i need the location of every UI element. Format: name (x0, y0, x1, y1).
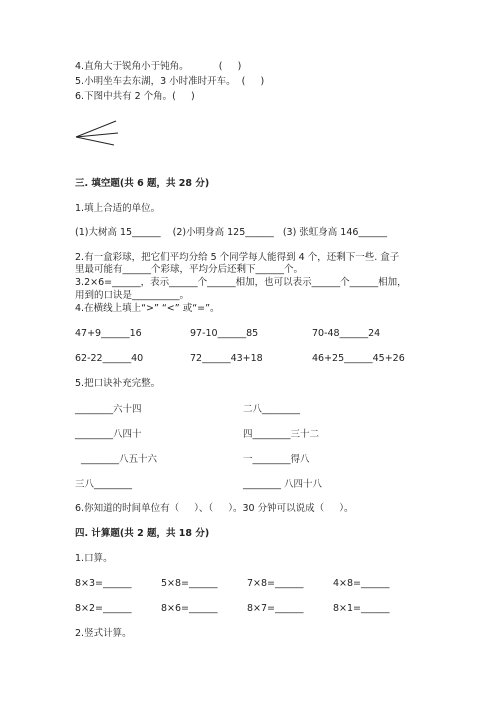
fill-question-5: 5.把口诀补充完整。 (75, 378, 161, 389)
fill-question-3-line-2: 用到的口诀是__________。 (75, 290, 190, 301)
mnemonic-item: ________六十四 (75, 404, 142, 415)
mnemonic-item: 一________得八 (243, 454, 310, 465)
calc-item: 4×8=______ (333, 578, 390, 589)
calc-item: 8×7=______ (247, 603, 304, 614)
compare-item: 72______43+18 (190, 353, 263, 364)
calc-item: 8×1=______ (333, 603, 390, 614)
fill-question-6: 6.你知道的时间单位有（ ）、（ ）。30 分钟可以说成（ ）。 (75, 503, 354, 514)
calc-item: 7×8=______ (247, 578, 304, 589)
fill-question-1-items: (1)大树高 15______ (2)小明身高 125______ (3) 张虹身高 146______ (75, 227, 387, 238)
calc-question-2: 2.竖式计算。 (75, 628, 132, 639)
section-3-title: 三. 填空题(共 6 题，共 28 分) (75, 178, 210, 189)
section-4-title: 四. 计算题(共 2 题，共 18 分) (75, 528, 210, 539)
mnemonic-item: ________ 八四十八 (243, 479, 323, 490)
compare-item: 62-22______40 (75, 353, 144, 364)
judge-question-4: 4.直角大于锐角小于钝角。 ( ) (75, 61, 242, 72)
calc-item: 5×8=______ (161, 578, 218, 589)
mnemonic-item: ________八五十六 (75, 454, 158, 465)
compare-item: 70-48______24 (312, 328, 381, 339)
mnemonic-item: 二八________ (243, 404, 301, 415)
fill-question-2-line-1: 2.有一盒彩球，把它们平均分给 5 个同学每人能得到 4 个，还剩下一些. 盒子 (75, 252, 400, 263)
judge-question-5: 5.小明坐车去东湖，3 小时准时开车。 ( ) (75, 76, 265, 87)
angle-figure (74, 118, 120, 148)
calc-item: 8×3=______ (75, 578, 132, 589)
mnemonic-item: ________八四十 (75, 429, 142, 440)
calc-item: 8×2=______ (75, 603, 132, 614)
fill-question-3-line-1: 3.2×6=______，表示______个______相加，也可以表示______个______相加， (75, 277, 407, 288)
calc-item: 8×6=______ (161, 603, 218, 614)
fill-question-1: 1.填上合适的单位。 (75, 203, 161, 214)
mnemonic-item: 三八________ (75, 479, 133, 490)
fill-question-4: 4.在横线上填上“>” “<” 或“=”。 (75, 303, 220, 314)
mnemonic-item: 四________三十二 (243, 429, 320, 440)
calc-question-1: 1.口算。 (75, 553, 113, 564)
compare-item: 46+25______45+26 (312, 353, 405, 364)
compare-item: 47+9______16 (75, 328, 142, 339)
judge-question-6: 6.下图中共有 2 个角。( ) (75, 91, 195, 102)
fill-question-2-line-2: 里最可能有______个彩球，平均分后还剩下______个。 (75, 264, 304, 275)
compare-item: 97-10______85 (190, 328, 259, 339)
